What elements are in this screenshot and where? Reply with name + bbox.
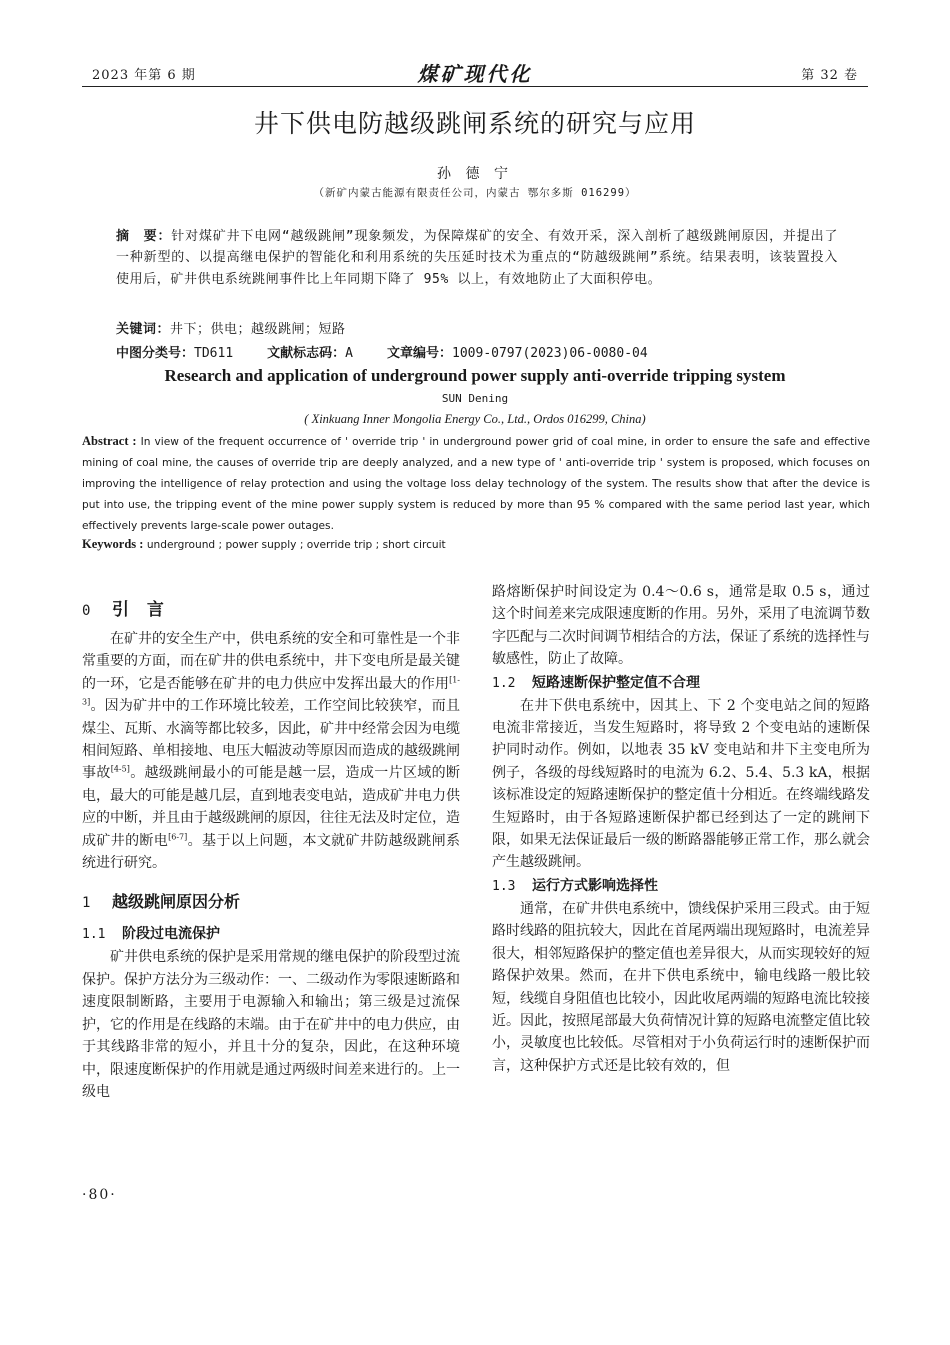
body-column-left [82, 592, 460, 1103]
citation: [1-3] [82, 675, 460, 707]
doc-code-label: 文献标志码： [267, 346, 346, 361]
citation: [6-7] [168, 832, 188, 841]
author-affiliation-en: ( Xinkuang Inner Mongolia Energy Co., Ltd., Ordos 016299, China) [304, 412, 646, 426]
abstract-cn-text: 针对煤矿井下电网“越级跳闸”现象频发，为保障煤矿的安全、有效开采，深入剖析了越级跳闸原因，并提出了一种新型的、以提高继电保护的智能化和利用系统的失压延时技术为重点的“防越级跳闸”系统。结果表明，该装置投入使用后，矿井供电系统跳闸事件比上年同期下降了 95% 以上，有效地防止了大面积停电。 [116, 229, 838, 287]
abstract-cn-label: 摘 要： [116, 229, 172, 244]
journal-name: 煤矿现代化 [417, 62, 533, 86]
subsection-title: 阶段过电流保护 [122, 926, 220, 943]
paper-title-en: Research and application of underground power supply anti-override tripping system [164, 366, 786, 385]
subsection-heading-1-2 [492, 671, 870, 695]
keywords-en-label: Keywords : [82, 537, 144, 551]
subsection-number: 1.2 [492, 675, 516, 691]
body-column-right [492, 581, 870, 1077]
article-id-value: 1009-0797(2023)06-0080-04 [452, 346, 648, 361]
clc-label: 中图分类号： [116, 346, 195, 361]
subsection-number: 1.3 [492, 878, 516, 894]
abstract-en-text: In view of the frequent occurrence of ' override trip ' in underground power grid of coal mine, in order to ensure the safe and effective mining of coal mine, the causes of override trip are deeply analyzed, and a new type of ' anti-override trip ' system is proposed, which focuses on improving the intelligence of relay protection and using the voltage loss delay technology of the system. The results show that after the device is put into use, the tripping event of the mine power supply system is reduced by more than 95 % compared with the same period last year, which effectively prevents large-scale power outages. [82, 436, 870, 532]
keywords-en [82, 537, 446, 552]
text-run: 。因为矿井中的工作环境比较差，工作空间比较狭窄，而且煤尘、瓦斯、水滴等都比较多，因此，矿井中经常会因为电缆相间短路、单相接地、电压大幅波动等原因而造成的越级跳闸事故 [82, 698, 460, 782]
page-number: ·80· [82, 1187, 117, 1203]
keywords-cn [116, 318, 346, 337]
issue-label: 2023 年第 6 期 [92, 68, 196, 83]
subsection-title: 运行方式影响选择性 [532, 877, 658, 894]
classification-line [116, 342, 648, 361]
section-title: 引 言 [112, 600, 170, 620]
paragraph-1-1: 矿井供电系统的保护是采用常规的继电保护的阶段型过流保护。保护方法分为三级动作：一、二级动作为零限速断路和速度限制断路，主要用于电源输入和输出；第三级是过流保护，它的作用是在线路的末端。由于在矿井中的电力供应，由于其线路非常的短小，并且十分的复杂，因此，在这种环境中，限速度断保护的作用就是通过两级时间差来进行的。上一级电 [82, 949, 460, 1100]
text-run: 。基于以上问题，本文就矿井防越级跳闸系统进行研究。 [82, 832, 461, 872]
citation: [4-5] [110, 764, 130, 774]
author-affiliation: （新矿内蒙古能源有限责任公司，内蒙古 鄂尔多斯 016299） [313, 187, 637, 199]
paper-title: 井下供电防越级跳闸系统的研究与应用 [253, 109, 696, 138]
subsection-title: 短路速断保护整定值不合理 [532, 674, 700, 691]
intro-paragraph [82, 628, 460, 874]
subsection-heading-1-1 [82, 922, 460, 946]
paragraph-1-2: 在井下供电系统中，因其上、下 2 个变电站之间的短路电流非常接近，当发生短路时，将导致 2 个变电站的速断保护同时动作。例如，以地表 35 kV 变电站和井下主变电所为例子，各级的母线短路时的电流为 6.2、5.4、5.3 kA，根据该标准设定的短路速断保护的整定值十分相近。在终端线路发生短路时，由于各短路速断保护都已经到达了一定的跳闸下限，如果无法保证最后一级的断路器能够正常工作，那么就会产生越级跳闸。 [492, 697, 870, 871]
volume-label: 第 32 卷 [801, 68, 858, 83]
author-name-en: SUN Dening [441, 392, 509, 405]
section-heading-0 [82, 592, 460, 628]
text-run: 在矿井的安全生产中，供电系统的安全和可靠性是一个非常重要的方面，而在矿井的供电系统中，井下变电所是最关键的一环，它是否能够在矿井的电力供应中发挥出最大的作用 [82, 631, 460, 692]
article-id-label: 文章编号： [387, 346, 453, 361]
keywords-cn-text: 井下；供电；越级跳闸；短路 [170, 322, 346, 337]
subsection-heading-1-3 [492, 874, 870, 898]
paragraph-1-3: 通常，在矿井供电系统中，馈线保护采用三段式。由于短路时线路的阻抗较大，因此在首尾两端出现短路时，电流差异很大，相邻短路保护的整定值也差异很大，从而实现较好的短路保护效果。然而，在井下供电系统中，输电线路一般比较短，线缆自身阻值也比较小，因此收尾两端的短路电流比较接近。因此，按照尾部最大负荷情况计算的短路电流整定值比较小，灵敏度也比较低。尽管相对于小负荷运行时的速断保护而言，这种保护方式还是比较有效的，但 [492, 900, 870, 1074]
section-heading-1 [82, 886, 460, 918]
clc-value: TD611 [194, 346, 234, 361]
keywords-en-text: underground ; power supply ; override trip ; short circuit [143, 539, 446, 551]
paragraph-1-1-continued: 路熔断保护时间设定为 0.4～0.6 s，通常是取 0.5 s，通过这个时间差来完成限速度断的作用。另外，采用了电流调节数字匹配与二次时间调节相结合的方法，保证了系统的选择性与敏感性，防止了故障。 [492, 584, 870, 668]
abstract-en-label: Abstract : [82, 434, 137, 448]
abstract-cn [116, 226, 838, 290]
text-run: 。越级跳闸最小的可能是越一层，造成一片区域的断电，最大的可能是越几层，直到地表变电站，造成矿井电力供应的中断，并且由于越级跳闸的原因，往往无法及时定位，造成矿井的断电 [82, 765, 461, 849]
section-number: 1 [82, 895, 91, 912]
section-number: 0 [82, 603, 97, 619]
running-header [82, 58, 868, 87]
subsection-number: 1.1 [82, 927, 106, 943]
section-title: 越级跳闸原因分析 [112, 892, 241, 912]
doc-code-value: A [345, 346, 353, 361]
abstract-en [82, 431, 870, 537]
keywords-cn-label: 关键词： [116, 322, 171, 337]
author-name: 孙 德 宁 [437, 166, 513, 182]
